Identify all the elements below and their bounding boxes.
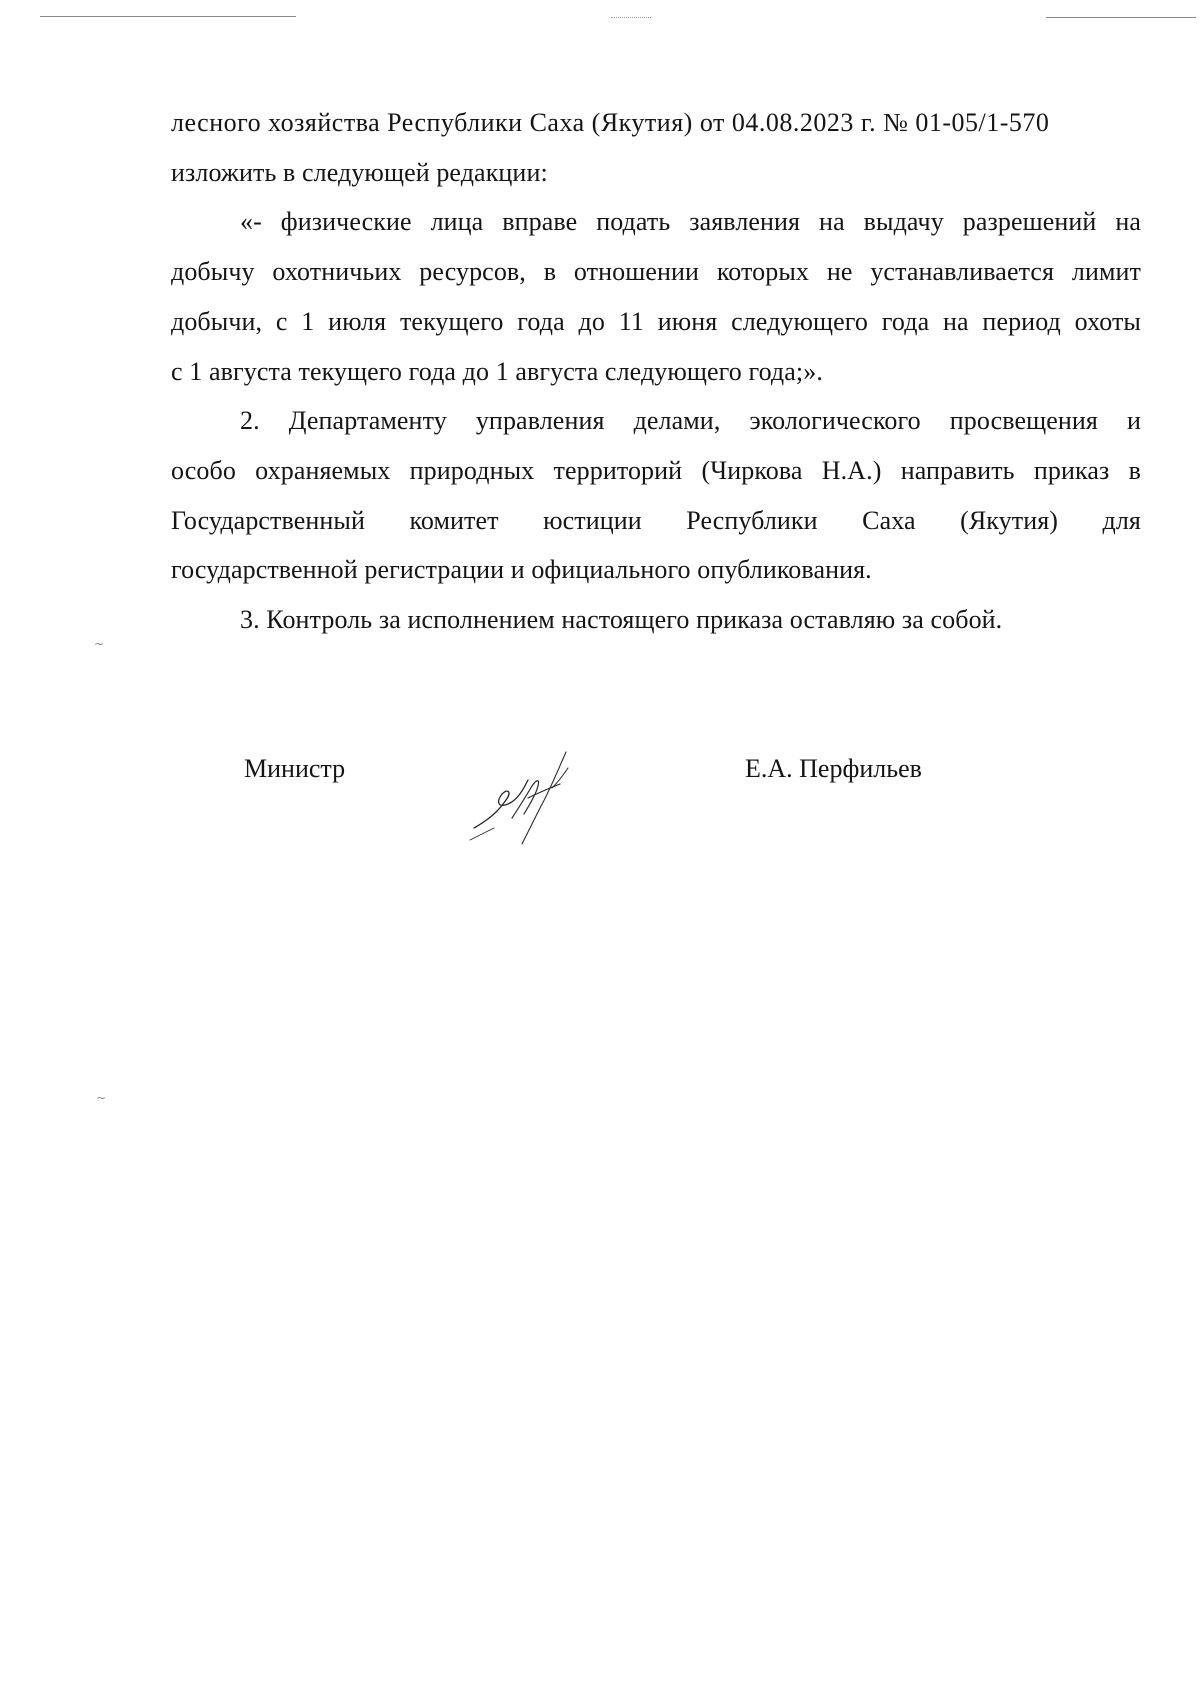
body-line: особо охраняемых природных территорий (Чиркова Н.А.) направить приказ в [171, 455, 1141, 485]
body-line: добычу охотничьих ресурсов, в отношении которых не устанавливается лимит [171, 257, 1141, 287]
body-line: 3. Контроль за исполнением настоящего приказа оставляю за собой. [240, 605, 1003, 635]
body-line: изложить в следующей редакции: [171, 157, 548, 187]
body-line: 2. Департаменту управления делами, экологического просвещения и [240, 406, 1141, 436]
scan-edge-mark-top-left [40, 16, 296, 17]
body-line: с 1 августа текущего года до 1 августа следующего года;». [171, 356, 823, 386]
body-line: лесного хозяйства Республики Саха (Якутия) от 04.08.2023 г. № 01-05/1-570 [171, 108, 1050, 137]
signatory-position-title: Министр [244, 754, 346, 783]
scan-speck-left-lower: ~ [96, 1091, 107, 1105]
document-body [171, 98, 1141, 645]
scan-speck-left-upper: ~ [94, 637, 105, 651]
body-line: Государственный комитет юстиции Республики Саха (Якутия) для [171, 505, 1141, 535]
body-line: добычи, с 1 июля текущего года до 11 июня следующего года на период охоты [171, 306, 1141, 336]
handwritten-signature [468, 748, 608, 848]
body-line: государственной регистрации и официального опубликования. [171, 555, 872, 585]
scan-edge-mark-top-center [611, 17, 651, 18]
signatory-name: Е.А. Перфильев [745, 754, 922, 783]
scan-edge-mark-top-right [1046, 17, 1196, 18]
body-line: «- физические лица вправе подать заявления на выдачу разрешений на [240, 207, 1141, 237]
